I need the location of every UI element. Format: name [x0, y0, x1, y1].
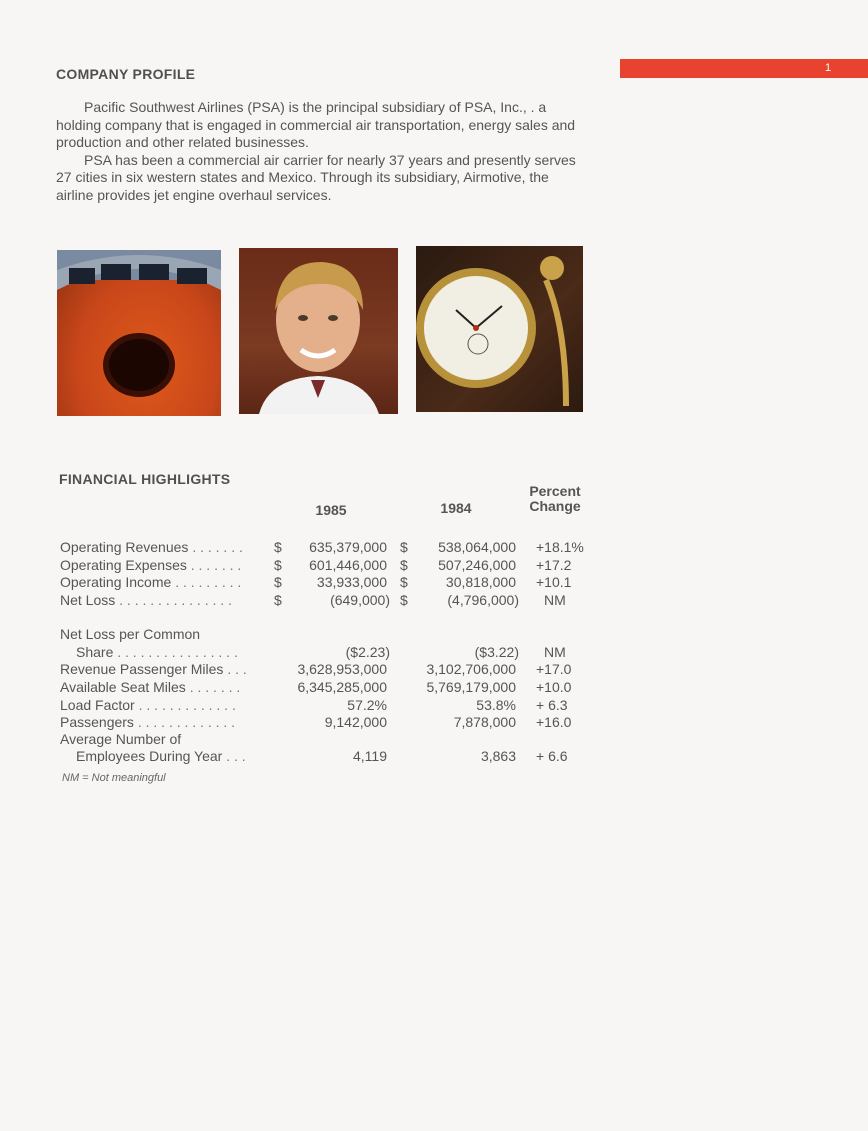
row-label: Net Loss . . . . . . . . . . . . . . . [60, 592, 232, 608]
pocket-watch-photo [416, 246, 583, 412]
company-profile-text [56, 99, 586, 204]
percent-change: +18.1% [536, 539, 584, 555]
profile-paragraph-1: Pacific Southwest Airlines (PSA) is the principal subsidiary of PSA, Inc., . a holding company that is engaged in commercial air transportation, energy sales and production and other related businesses. [56, 99, 576, 150]
percent-change: +17.2 [536, 557, 572, 573]
currency-1984: $ [400, 539, 408, 555]
currency-1985: $ [274, 574, 282, 590]
col-1984-header: 1984 [440, 500, 472, 516]
col-1985-header: 1985 [315, 502, 347, 518]
percent-change: +17.0 [536, 661, 572, 677]
table-row [0, 697, 868, 715]
table-row-label-line [0, 626, 868, 644]
currency-1984: $ [400, 574, 408, 590]
row-label: Revenue Passenger Miles . . . [60, 661, 247, 677]
currency-1984: $ [400, 592, 408, 608]
value-1985: (649,000) [330, 592, 390, 608]
row-label: Operating Income . . . . . . . . . [60, 574, 242, 590]
row-label: Load Factor . . . . . . . . . . . . . [60, 697, 236, 713]
percent-change: +10.1 [536, 574, 572, 590]
financial-highlights-heading: FINANCIAL HIGHLIGHTS [59, 471, 231, 487]
percent-change: +16.0 [536, 714, 572, 730]
row-label: Operating Revenues . . . . . . . [60, 539, 243, 555]
portrait-photo [239, 248, 398, 414]
value-1984: 538,064,000 [438, 539, 516, 555]
page-number: 1 [825, 62, 832, 74]
value-1984: 3,102,706,000 [426, 661, 516, 677]
value-1984: 30,818,000 [445, 574, 516, 590]
percent-change: NM [544, 592, 566, 608]
percent-change: + 6.6 [536, 748, 568, 764]
table-row-label-line [0, 731, 868, 749]
value-1985: 57.2% [347, 697, 387, 713]
value-1984: 5,769,179,000 [426, 679, 516, 695]
value-1984: 3,863 [480, 748, 516, 764]
table-row [0, 661, 868, 679]
row-label: Average Number of [60, 731, 182, 747]
value-1985: 601,446,000 [309, 557, 387, 573]
currency-1985: $ [274, 539, 282, 555]
airplane-nose-photo [57, 250, 221, 416]
value-1984: ($3.22) [474, 644, 519, 660]
profile-paragraph-2: PSA has been a commercial air carrier for nearly 37 years and presently serves 27 cities in six western states and Mexico. Through its subsidiary, Airmotive, the airline provides jet engine overhaul services. [56, 151, 576, 203]
company-profile-heading: COMPANY PROFILE [56, 66, 196, 82]
percent-change: + 6.3 [536, 697, 568, 713]
value-1984: 7,878,000 [453, 714, 516, 730]
page-number-bar [620, 59, 868, 78]
row-label: Share . . . . . . . . . . . . . . . . [76, 644, 238, 660]
value-1985: 6,345,285,000 [297, 679, 387, 695]
value-1985: 33,933,000 [316, 574, 387, 590]
table-row [0, 748, 868, 766]
value-1985: 4,119 [353, 748, 387, 764]
value-1984: (4,796,000) [447, 592, 519, 608]
row-label: Passengers . . . . . . . . . . . . . [60, 714, 236, 730]
table-row [0, 574, 868, 592]
value-1985: 3,628,953,000 [297, 661, 387, 677]
table-row [0, 592, 868, 610]
value-1985: 635,379,000 [309, 539, 387, 555]
col-change-label: Change [529, 498, 581, 514]
currency-1984: $ [400, 557, 408, 573]
currency-1985: $ [274, 592, 282, 608]
col-percent-change-header [522, 484, 588, 514]
percent-change: NM [544, 644, 566, 660]
row-label: Net Loss per Common [60, 626, 201, 642]
table-row [0, 714, 868, 732]
percent-change: +10.0 [536, 679, 572, 695]
value-1984: 507,246,000 [438, 557, 516, 573]
col-percent-label: Percent [529, 483, 581, 499]
value-1985: 9,142,000 [324, 714, 387, 730]
table-row [0, 679, 868, 697]
table-row [0, 539, 868, 557]
value-1984: 53.8% [476, 697, 516, 713]
table-row [0, 557, 868, 575]
row-label: Employees During Year . . . [76, 748, 246, 764]
footnote: NM = Not meaningful [62, 772, 166, 784]
table-row [0, 644, 868, 662]
value-1985: ($2.23) [345, 644, 390, 660]
row-label: Available Seat Miles . . . . . . . [60, 679, 241, 695]
currency-1985: $ [274, 557, 282, 573]
row-label: Operating Expenses . . . . . . . [60, 557, 242, 573]
